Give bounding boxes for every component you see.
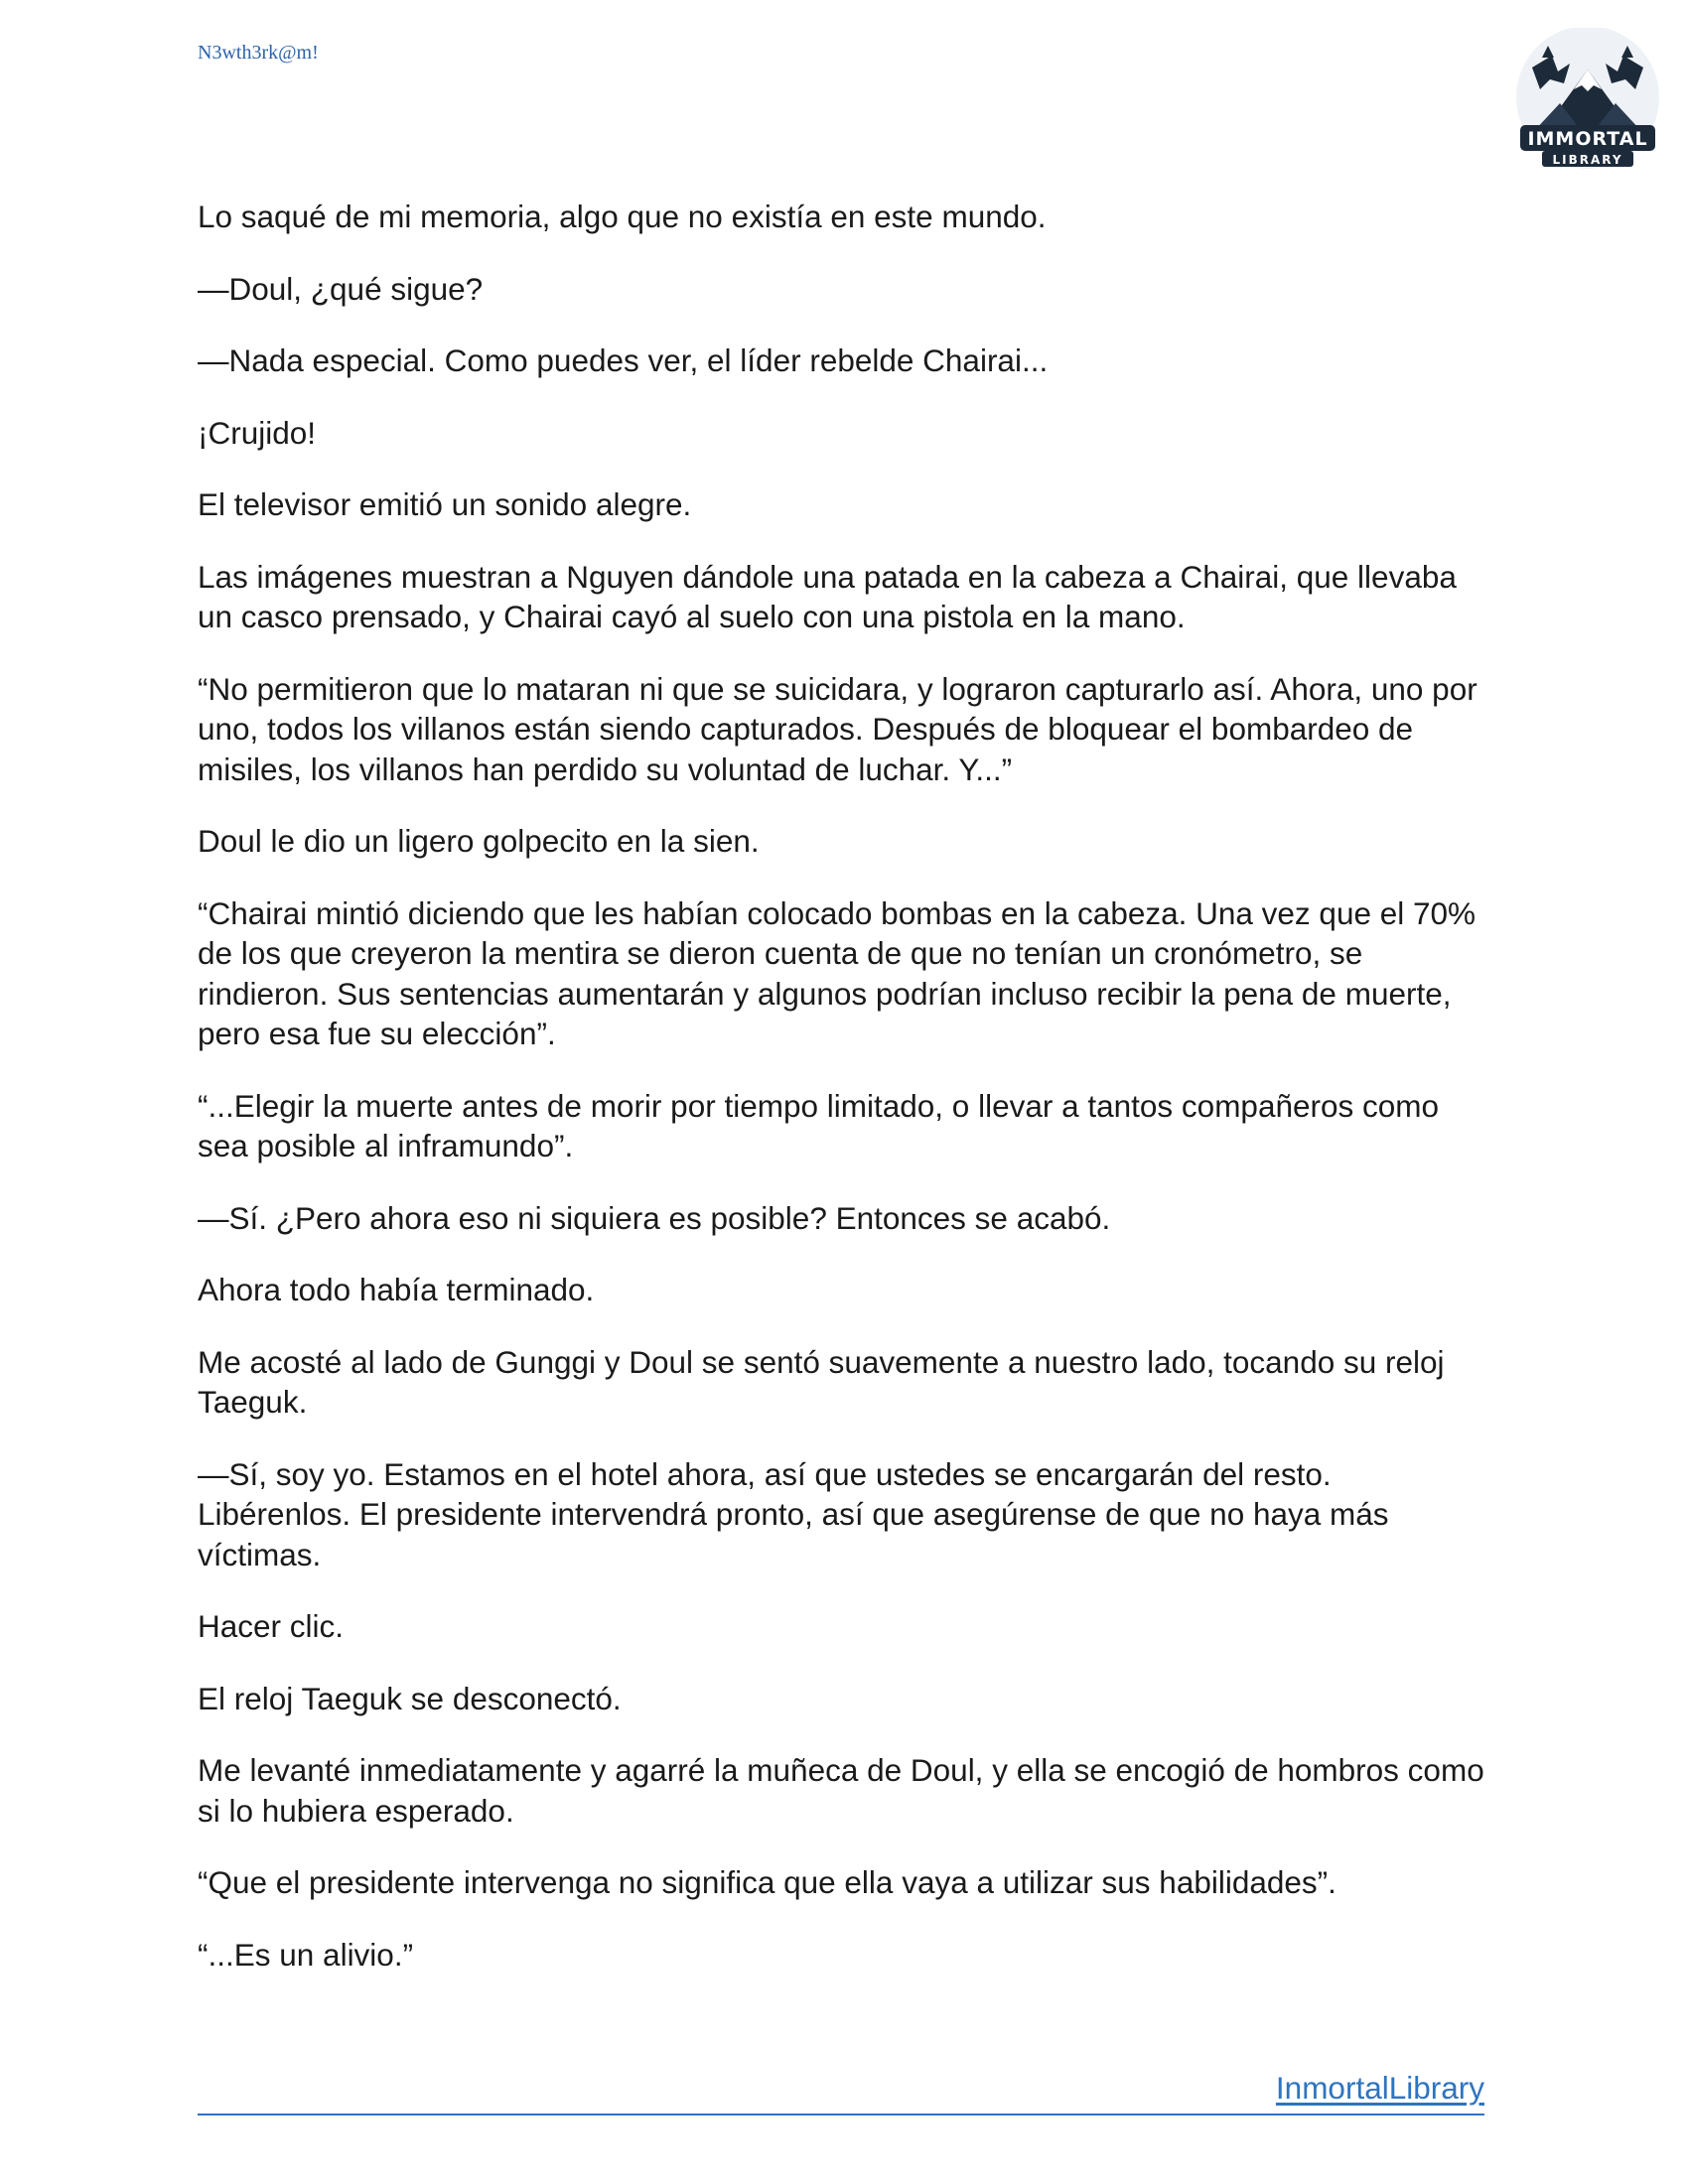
immortal-library-logo (1512, 28, 1663, 177)
footer-link[interactable]: InmortalLibrary (1275, 2070, 1484, 2106)
paragraph: Me levanté inmediatamente y agarré la muñeca de Doul, y ella se encogió de hombros como si lo hubiera esperado. (198, 1752, 1484, 1829)
paragraph: “No permitieron que lo mataran ni que se suicidara, y lograron capturarlo así. Ahora, uno por uno, todos los villanos están siendo capturados. Después de bloquear el bombardeo de misiles, los villanos han perdido su voluntad de luchar. Y...” (198, 670, 1477, 787)
paragraph: “Que el presidente intervenga no significa que ella vaya a utilizar sus habilidades”. (198, 1864, 1336, 1900)
paragraph: Doul le dio un ligero golpecito en la sien. (198, 823, 760, 859)
paragraph: Me acosté al lado de Gunggi y Doul se sentó suavemente a nuestro lado, tocando su reloj Taeguk. (198, 1343, 1445, 1420)
paragraph: —Nada especial. Como puedes ver, el líder rebelde Chairai... (198, 342, 1049, 378)
logo-text-line1: IMMORTAL (1527, 128, 1648, 150)
footer (198, 2070, 1484, 2116)
logo-text-line2: LIBRARY (1552, 153, 1623, 167)
paragraph: El televisor emitió un sonido alegre. (198, 486, 692, 522)
paragraph: “...Elegir la muerte antes de morir por tiempo limitado, o llevar a tantos compañeros como sea posible al inframundo”. (198, 1087, 1440, 1163)
paragraph: “Chairai mintió diciendo que les habían colocado bombas en la cabeza. Una vez que el 70% de los que creyeron la mentira se dieron cuenta de que no tenían un cronómetro, se rindieron. Sus sentencias aumentarán y algunos podrían incluso recibir la pena de muerte, pero esa fue su elección”. (198, 894, 1477, 1051)
paragraph: —Sí. ¿Pero ahora eso ni siquiera es posible? Entonces se acabó. (198, 1199, 1111, 1236)
logo-icon (1512, 28, 1663, 177)
header-tag: N3wth3rk@m! (198, 42, 319, 64)
paragraph: —Sí, soy yo. Estamos en el hotel ahora, así que ustedes se encargarán del resto. Libérenlos. El presidente intervendrá pronto, así que asegúrense de que no haya más víctimas. (198, 1455, 1389, 1572)
paragraph: Las imágenes muestran a Nguyen dándole una patada en la cabeza a Chairai, que llevaba un casco prensado, y Chairai cayó al suelo con una pistola en la mano. (198, 558, 1457, 634)
document-body (198, 197, 1488, 2006)
paragraph: Hacer clic. (198, 1608, 345, 1644)
paragraph: Lo saqué de mi memoria, algo que no existía en este mundo. (198, 199, 1047, 234)
paragraph: El reloj Taeguk se desconectó. (198, 1680, 622, 1716)
paragraph: —Doul, ¿qué sigue? (198, 270, 484, 307)
paragraph: ¡Crujido! (198, 414, 317, 451)
paragraph: Ahora todo había terminado. (198, 1272, 595, 1307)
paragraph: “...Es un alivio.” (198, 1936, 414, 1973)
